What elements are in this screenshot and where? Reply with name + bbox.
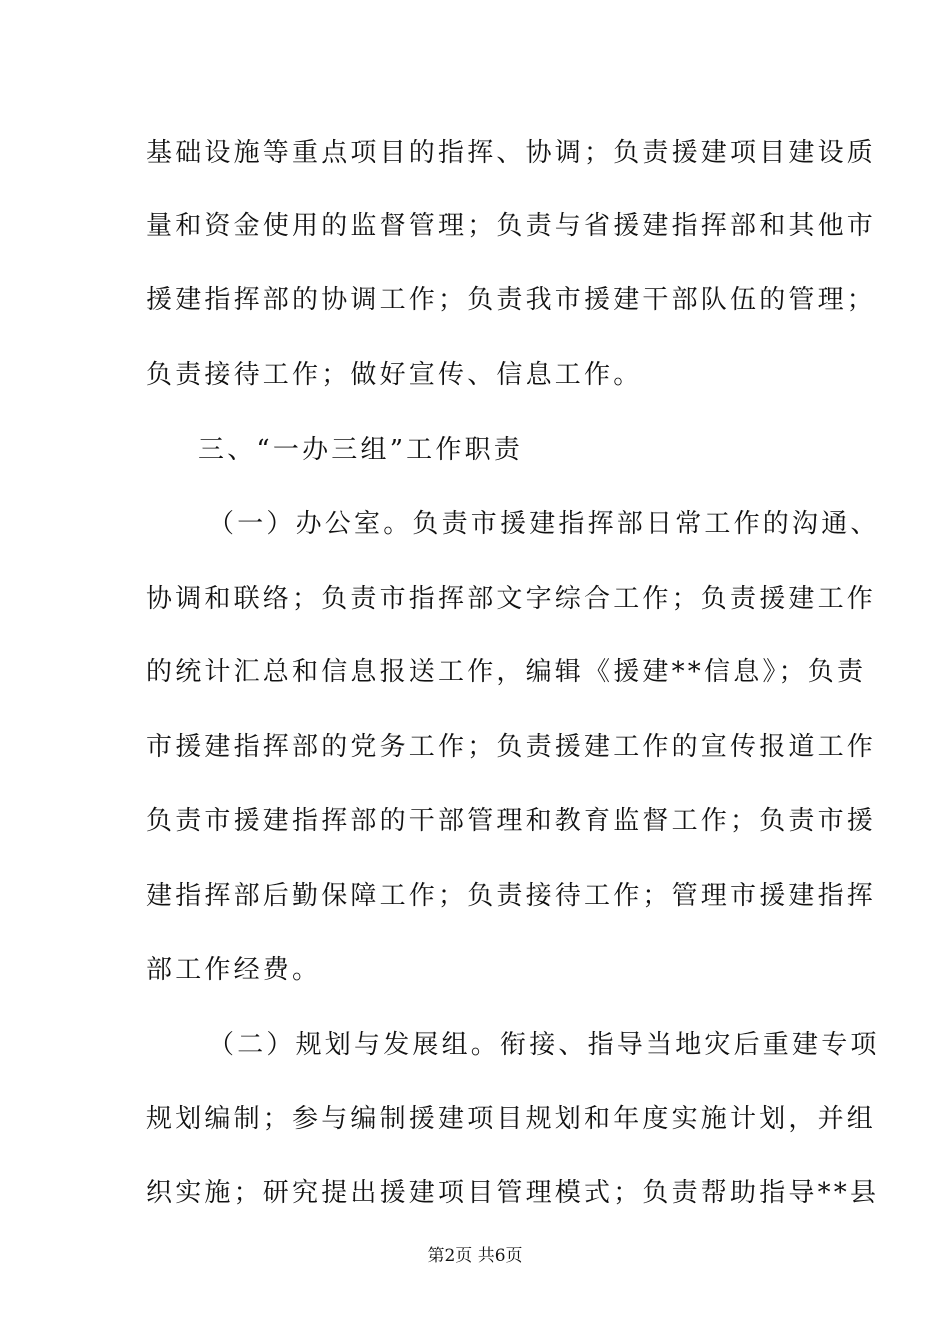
section-heading: 三、“一办三组”工作职责	[198, 435, 523, 465]
body-line-12: 部工作经费。	[146, 955, 322, 985]
body-line-7: 协调和联络；负责市指挥部文字综合工作；负责援建工作	[146, 584, 877, 614]
body-line-9: 市援建指挥部的党务工作；负责援建工作的宣传报道工作	[146, 732, 877, 762]
body-line-10: 负责市援建指挥部的干部管理和教育监督工作；负责市援	[146, 806, 877, 836]
body-line-4: 负责接待工作；做好宣传、信息工作。	[146, 360, 643, 390]
paragraph-office-start: （一）办公室。负责市援建指挥部日常工作的沟通、	[208, 509, 880, 539]
body-line-1: 基础设施等重点项目的指挥、协调；负责援建项目建设质	[146, 138, 877, 168]
paragraph-planning-start: （二）规划与发展组。衔接、指导当地灾后重建专项	[208, 1030, 880, 1060]
body-line-8: 的统计汇总和信息报送工作，编辑《援建**信息》；负责	[146, 657, 867, 687]
body-line-15: 织实施；研究提出援建项目管理模式；负责帮助指导**县	[146, 1178, 880, 1208]
page-footer: 第2页 共6页	[427, 1246, 523, 1266]
body-line-11: 建指挥部后勤保障工作；负责接待工作；管理市援建指挥	[146, 881, 877, 911]
body-line-2: 量和资金使用的监督管理；负责与省援建指挥部和其他市	[146, 211, 877, 241]
body-line-3: 援建指挥部的协调工作；负责我市援建干部队伍的管理；	[146, 285, 877, 315]
body-line-14: 规划编制；参与编制援建项目规划和年度实施计划，并组	[146, 1104, 877, 1134]
